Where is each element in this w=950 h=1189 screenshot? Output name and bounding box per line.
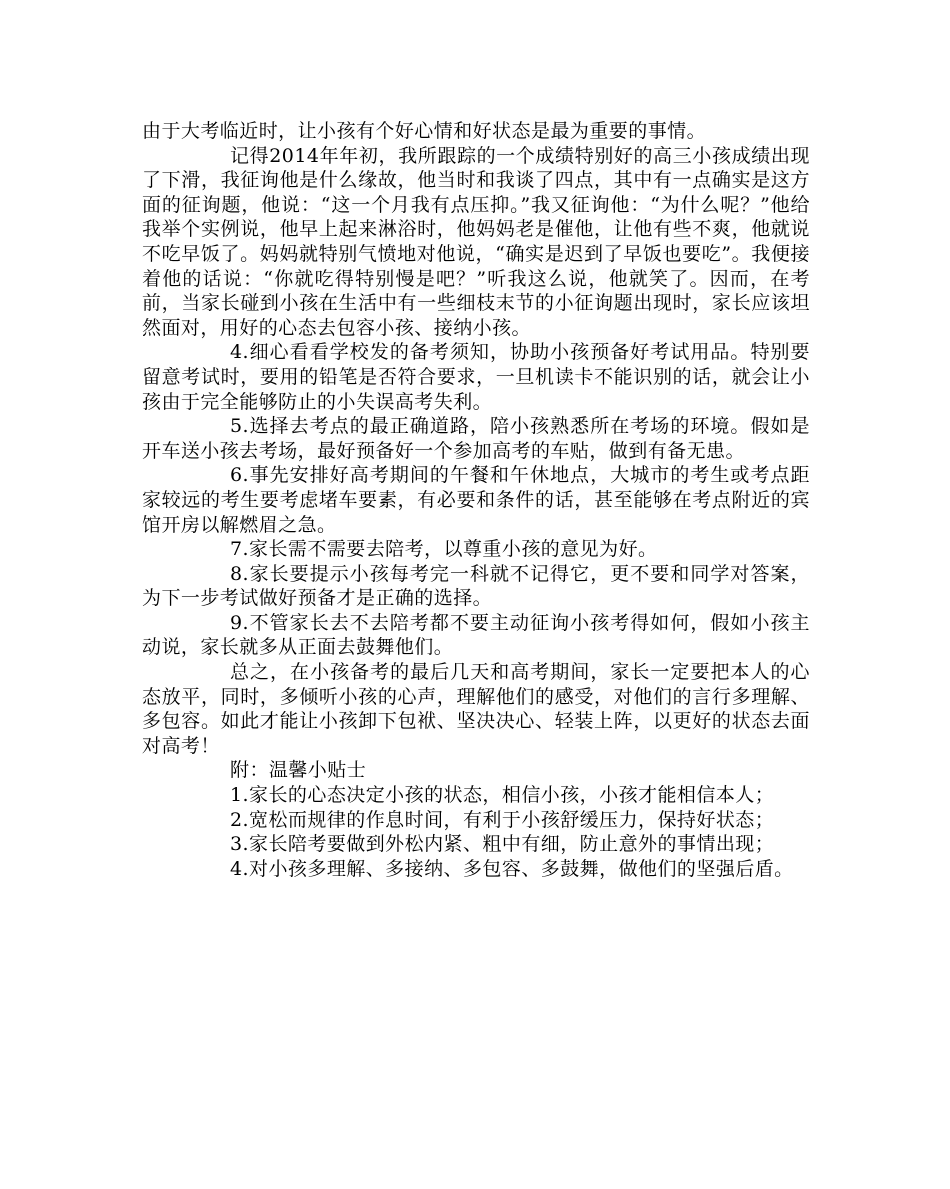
paragraph: 6.事先安排好高考期间的午餐和午休地点，大城市的考生或考点距家较远的考生要考虑堵车要素，有必要和条件的话，甚至能够在考点附近的宾馆开房以解燃眉之急。 xyxy=(142,464,810,536)
tips-heading: 附：温馨小贴士 xyxy=(230,759,367,782)
tip-item: 3.家长陪考要做到外松内紧、粗中有细，防止意外的事情出现； xyxy=(230,833,775,856)
tip-item: 2.宽松而规律的作息时间，有利于小孩舒缓压力，保持好状态； xyxy=(230,808,775,831)
paragraph: 5.选择去考点的最正确道路，陪小孩熟悉所在考场的环境。假如是开车送小孩去考场，最好预备好一个参加高考的车贴，做到有备无患。 xyxy=(142,415,810,462)
paragraph: 总之，在小孩备考的最后几天和高考期间，家长一定要把本人的心态放平，同时，多倾听小孩的心声，理解他们的感受，对他们的言行多理解、多包容。如此才能让小孩卸下包袱、坚决决心、轻装上阵，以更好的状态去面对高考！ xyxy=(142,661,810,757)
paragraph: 9.不管家长去不去陪考都不要主动征询小孩考得如何，假如小孩主动说，家长就多从正面去鼓舞他们。 xyxy=(142,611,810,659)
tip-item: 4.对小孩多理解、多接纳、多包容、多鼓舞，做他们的坚强后盾。 xyxy=(230,857,794,880)
tip-item: 1.家长的心态决定小孩的状态，相信小孩，小孩才能相信本人； xyxy=(230,784,775,807)
paragraph: 7.家长需不需要去陪考，以尊重小孩的意见为好。 xyxy=(230,538,658,561)
paragraph: 8.家长要提示小孩每考完一科就不记得它，更不要和同学对答案，为下一步考试做好预备才是正确的选择。 xyxy=(142,562,810,610)
paragraph: 记得2014年年初，我所跟踪的一个成绩特别好的高三小孩成绩出现了下滑，我征询他是什么缘故，他当时和我谈了四点，其中有一点确实是这方面的征询题，他说：“这一个月我有点压抑。”我又征询他：“为什么呢？”他给我举个实例说，他早上起来淋浴时，他妈妈老是催他，让他有些不爽，他就说不吃早饭了。妈妈就特别气愤地对他说，“确实是迟到了早饭也要吃”。我便接着他的话说：“你就吃得特别慢是吧？”听我这么说，他就笑了。因而，在考前，当家长碰到小孩在生活中有一些细枝末节的小征询题出现时，家长应该坦然面对，用好的心态去包容小孩、接纳小孩。 xyxy=(142,144,810,339)
paragraph: 由于大考临近时，让小孩有个好心情和好状态是最为重要的事情。 xyxy=(142,120,707,142)
paragraph: 4.细心看看学校发的备考须知，协助小孩预备好考试用品。特别要留意考试时，要用的铅笔是否符合要求，一旦机读卡不能识别的话，就会让小孩由于完全能够防止的小失误高考失利。 xyxy=(142,341,810,413)
document-body xyxy=(142,119,810,881)
